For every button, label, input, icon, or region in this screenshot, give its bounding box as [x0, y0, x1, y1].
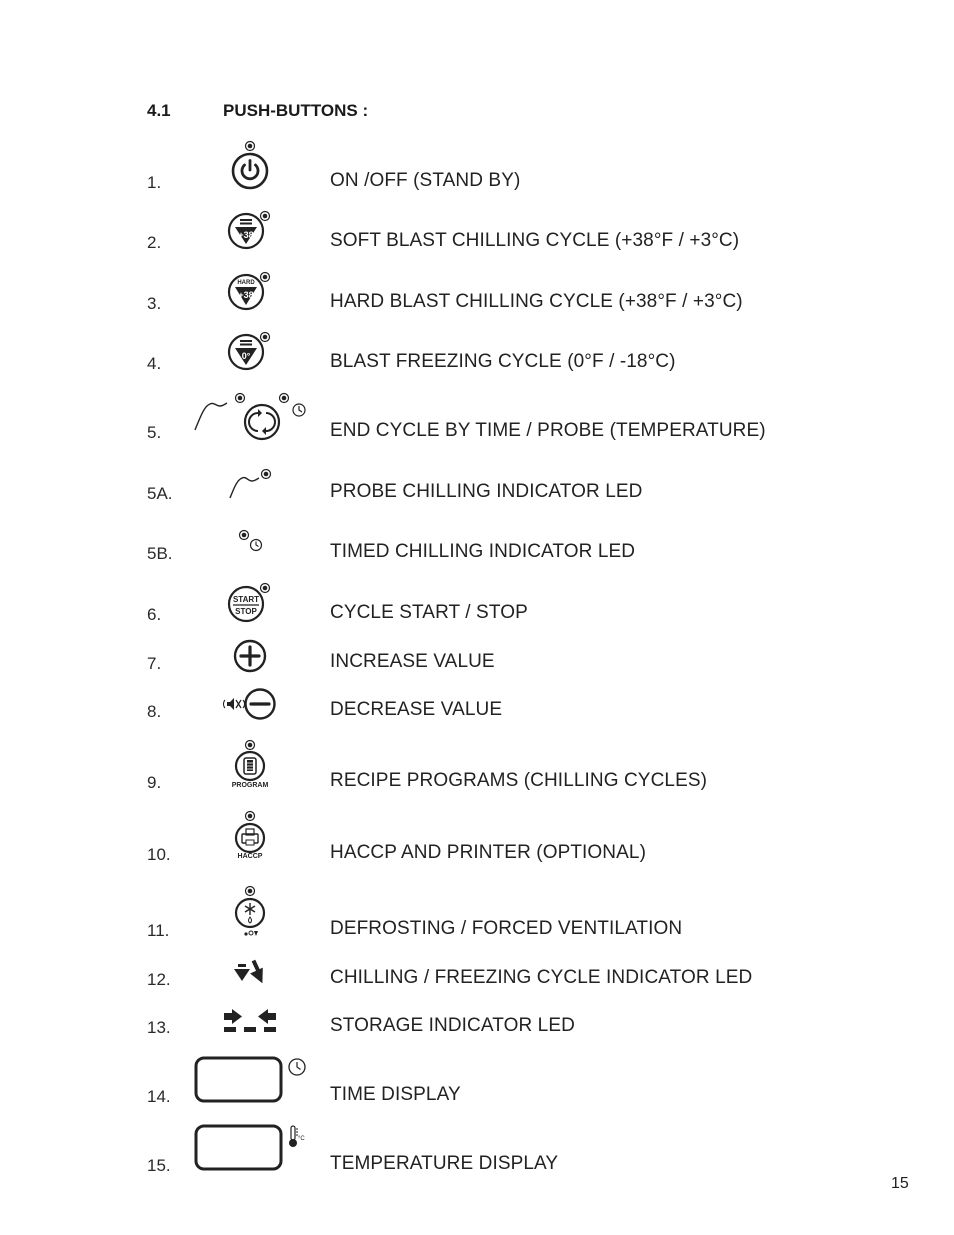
list-item [0, 1015, 954, 1045]
item-label: TEMPERATURE DISPLAY [330, 1153, 559, 1174]
item-label: SOFT BLAST CHILLING CYCLE (+38°F / +3°C) [330, 230, 740, 251]
blast-freeze-button-icon [226, 328, 276, 372]
icon-setpoint: +38 [238, 230, 254, 240]
item-number: 8. [147, 702, 162, 721]
item-number: 7. [147, 654, 162, 673]
item-number: 4. [147, 354, 162, 373]
plus-button-icon [231, 640, 269, 672]
end-cycle-button-icon [192, 388, 310, 444]
list-item [0, 481, 954, 511]
item-label: END CYCLE BY TIME / PROBE (TEMPERATURE) [330, 420, 766, 441]
item-label: CYCLE START / STOP [330, 602, 528, 623]
item-label: RECIPE PROGRAMS (CHILLING CYCLES) [330, 770, 708, 791]
item-label: STORAGE INDICATOR LED [330, 1015, 575, 1036]
item-label: CHILLING / FREEZING CYCLE INDICATOR LED [330, 967, 753, 988]
list-item [0, 230, 954, 260]
item-number: 11. [147, 921, 170, 940]
item-label: DEFROSTING / FORCED VENTILATION [330, 918, 683, 939]
item-number: 2. [147, 233, 162, 252]
item-number: 5. [147, 423, 162, 442]
haccp-button-icon [228, 807, 274, 863]
list-item [0, 541, 954, 571]
icon-caption: HACCP [237, 853, 263, 860]
list-item [0, 967, 954, 997]
temperature-unit: °C [298, 1136, 305, 1142]
item-label: INCREASE VALUE [330, 651, 495, 672]
chill-freeze-led-icon [232, 956, 270, 988]
item-number: 12. [147, 970, 171, 989]
item-number: 14. [147, 1087, 171, 1106]
item-label: ON /OFF (STAND BY) [330, 170, 521, 191]
list-item [0, 170, 954, 200]
page-number: 15 [891, 1175, 909, 1192]
hard-chill-button-icon [226, 268, 276, 312]
time-display-icon [193, 1054, 309, 1106]
list-item [0, 1084, 954, 1114]
item-number: 5A. [147, 484, 173, 503]
item-label: TIMED CHILLING INDICATOR LED [330, 541, 636, 562]
list-item [0, 351, 954, 381]
power-button-icon [225, 138, 275, 190]
minus-button-icon [222, 688, 278, 722]
item-label: BLAST FREEZING CYCLE (0°F / -18°C) [330, 351, 676, 372]
probe-led-icon [228, 466, 276, 502]
item-label: TIME DISPLAY [330, 1084, 461, 1105]
item-label: PROBE CHILLING INDICATOR LED [330, 481, 643, 502]
item-label: HACCP AND PRINTER (OPTIONAL) [330, 842, 646, 863]
program-button-icon [228, 736, 274, 792]
list-item [0, 842, 954, 872]
timer-led-icon [236, 528, 266, 554]
item-number: 6. [147, 605, 162, 624]
list-item [0, 291, 954, 321]
soft-chill-button-icon [226, 207, 276, 251]
item-number: 1. [147, 173, 162, 192]
section-number: 4.1 [147, 101, 171, 120]
item-number: 5B. [147, 544, 173, 563]
item-number: 10. [147, 845, 171, 864]
icon-caption: PROGRAM [231, 782, 269, 789]
item-label: HARD BLAST CHILLING CYCLE (+38°F / +3°C) [330, 291, 743, 312]
list-item [0, 1153, 954, 1183]
section-title: PUSH-BUTTONS : [223, 101, 369, 120]
list-item [0, 699, 954, 729]
defrost-button-icon [228, 882, 274, 940]
icon-stop-text: STOP [235, 607, 257, 616]
item-number: 3. [147, 294, 162, 313]
item-number: 15. [147, 1156, 171, 1175]
list-item [0, 770, 954, 800]
list-item [0, 420, 954, 450]
item-number: 9. [147, 773, 162, 792]
icon-setpoint: 0° [241, 351, 251, 361]
icon-start-text: START [232, 595, 260, 604]
list-item [0, 602, 954, 632]
icon-setpoint: +38 [238, 290, 254, 300]
storage-led-icon [222, 1005, 278, 1035]
item-number: 13. [147, 1018, 171, 1037]
item-label: DECREASE VALUE [330, 699, 503, 720]
temperature-display-icon [193, 1122, 309, 1174]
icon-caption: HARD [237, 280, 255, 286]
list-item [0, 651, 954, 681]
start-stop-button-icon [226, 579, 276, 623]
list-item [0, 918, 954, 948]
